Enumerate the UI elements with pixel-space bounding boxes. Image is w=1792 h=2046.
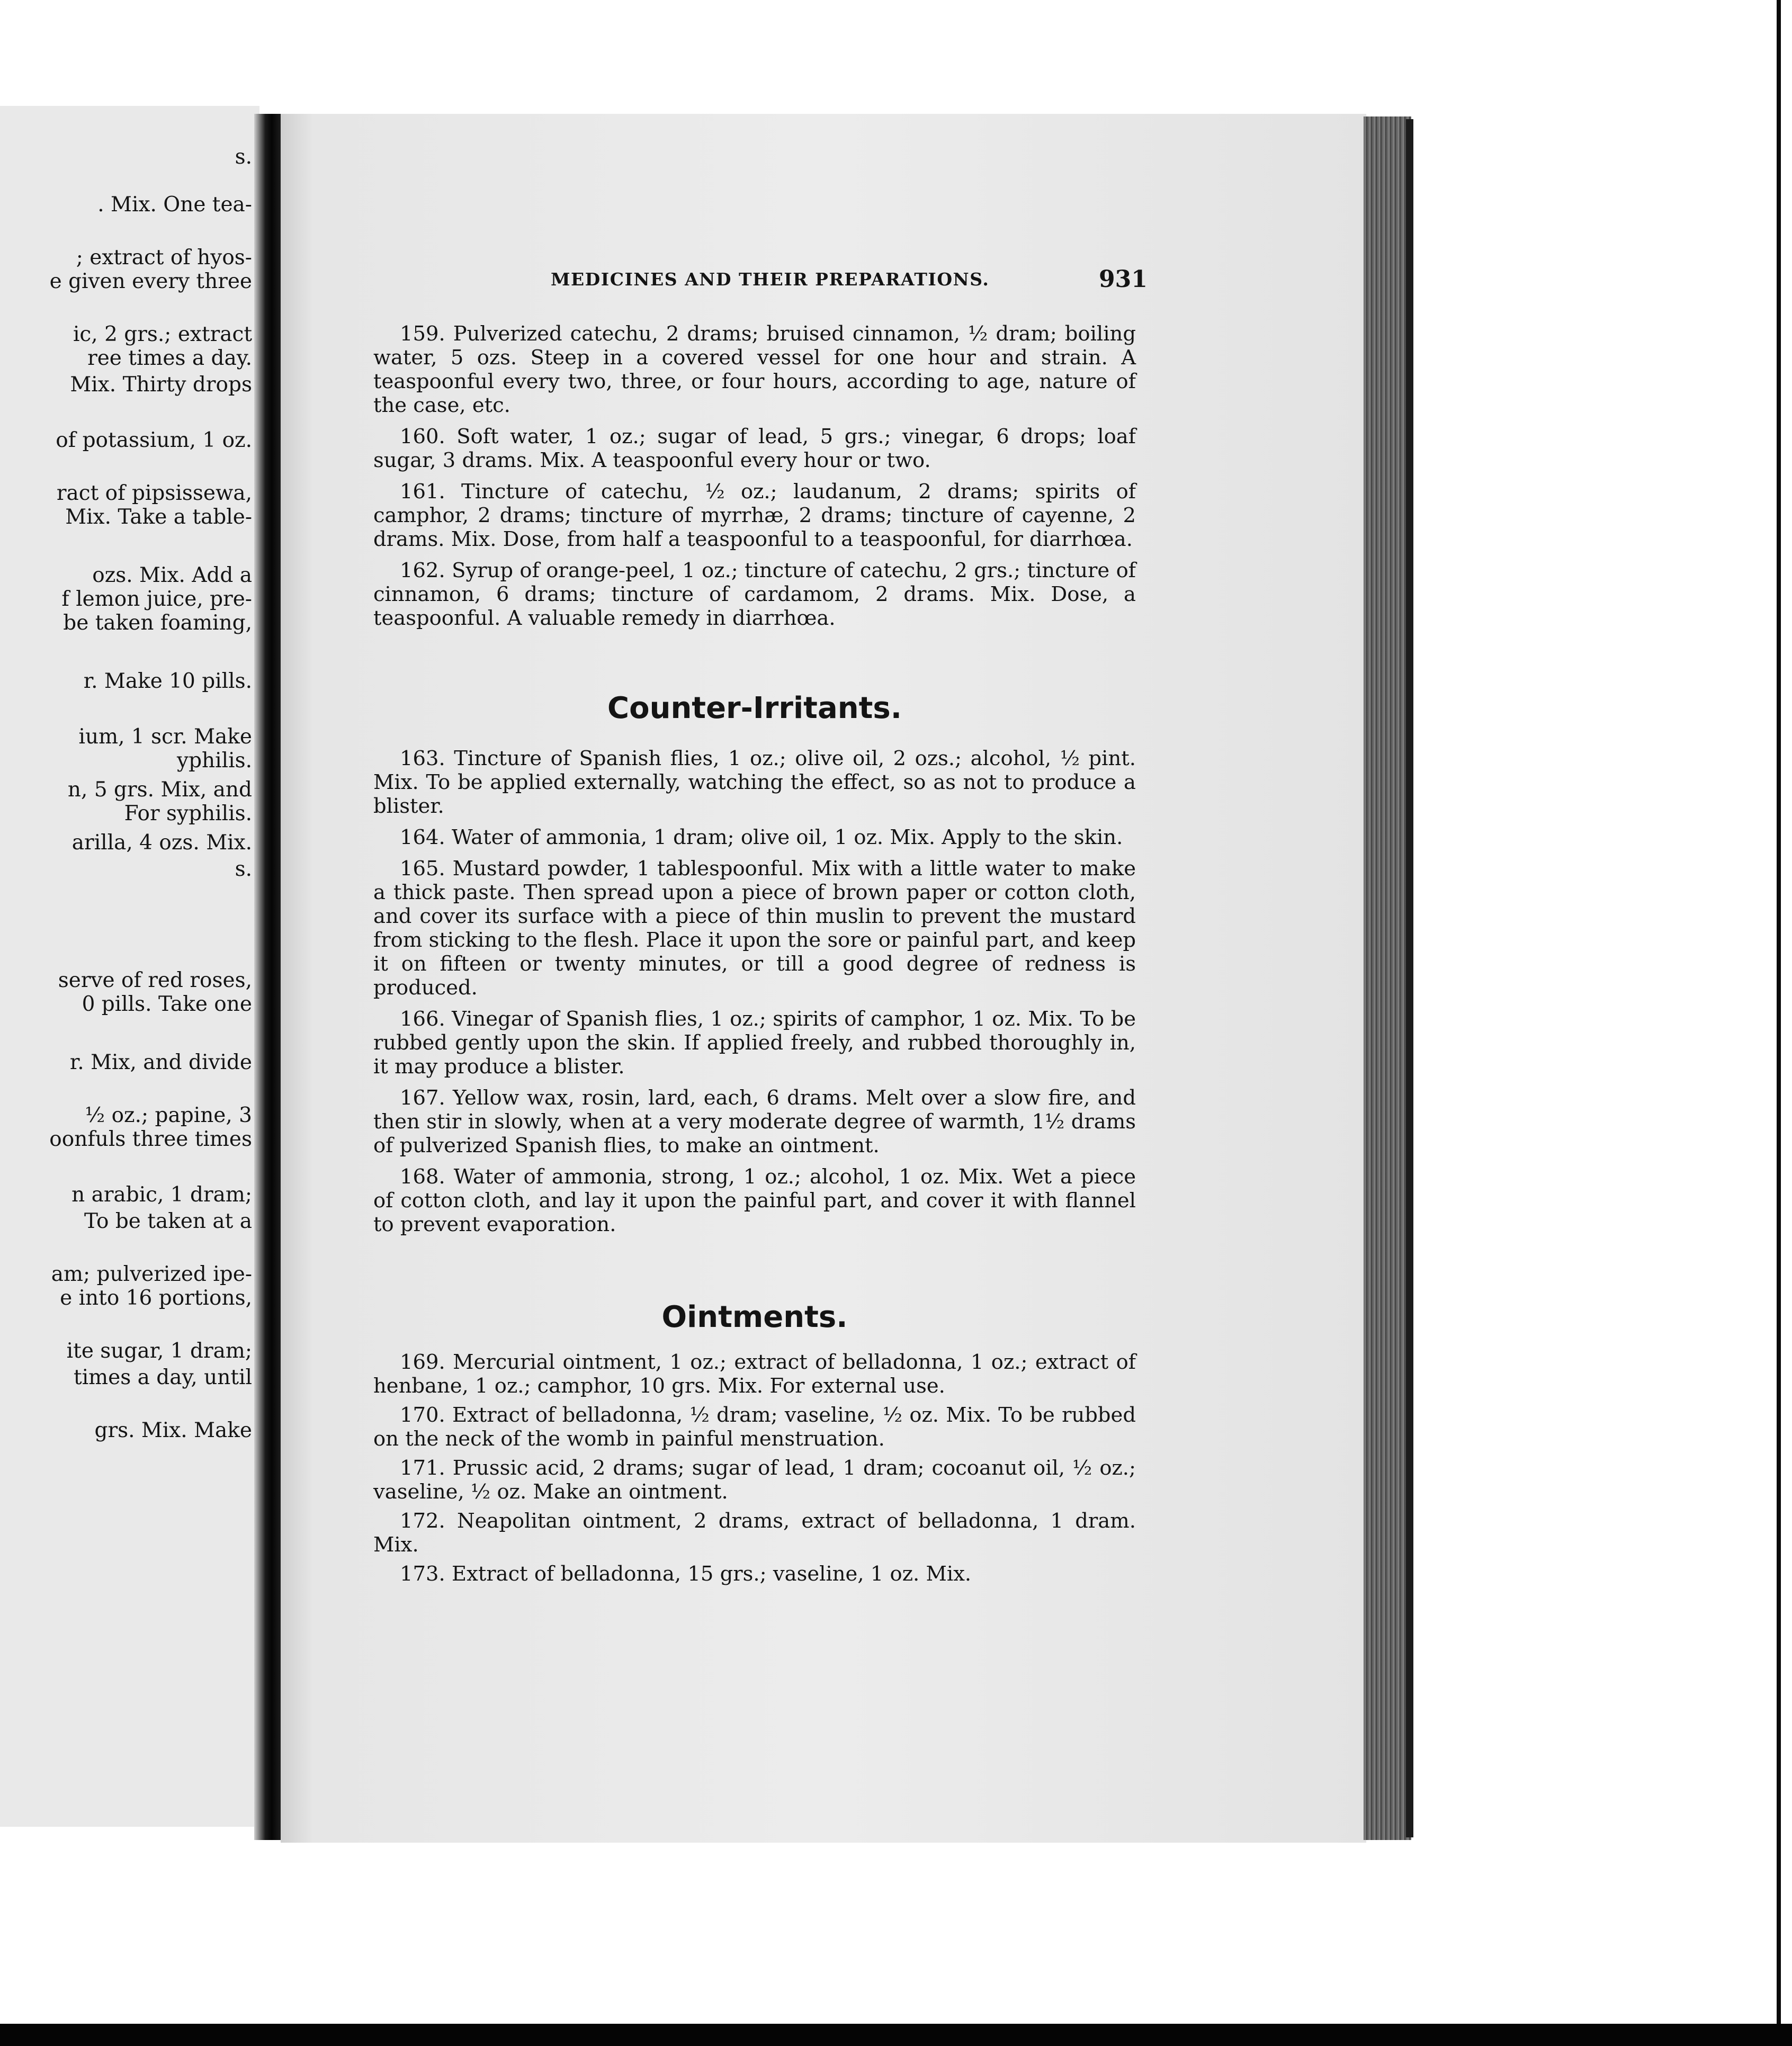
left-page-line: e into 16 portions,	[60, 1286, 252, 1310]
left-page-line: grs. Mix. Make	[94, 1419, 252, 1442]
page-edges	[1364, 116, 1411, 1840]
recipe-167: 167. Yellow wax, rosin, lard, each, 6 drams. Melt over a slow fire, and then stir in slowly, when at a very moderate degree of warmth, 1½ drams of pulverized Spanish flies, to make an ointment.	[373, 1086, 1136, 1157]
recipe-160: 160. Soft water, 1 oz.; sugar of lead, 5 grs.; vinegar, 6 drops; loaf sugar, 3 drams. Mix. A teaspoonful every hour or two.	[373, 425, 1136, 472]
recipes-counter-irritants	[373, 747, 1136, 1236]
left-page-line: . Mix. One tea-	[97, 193, 252, 217]
left-page-line: yphilis.	[177, 749, 252, 773]
recipes-top	[373, 322, 1136, 630]
left-page-line: ic, 2 grs.; extract	[73, 322, 252, 346]
left-page	[0, 106, 259, 1827]
recipe-163: 163. Tincture of Spanish flies, 1 oz.; olive oil, 2 ozs.; alcohol, ½ pint. Mix. To be applied externally, watching the effect, so as not to produce a blister.	[373, 747, 1136, 818]
left-page-line: ract of pipsissewa,	[56, 481, 252, 505]
page-number: 931	[1099, 266, 1148, 293]
left-page-line: be taken foaming,	[63, 611, 252, 635]
left-page-line: ite sugar, 1 dram;	[66, 1339, 252, 1363]
left-page-line: arilla, 4 ozs. Mix.	[71, 831, 252, 855]
recipe-173: 173. Extract of belladonna, 15 grs.; vaseline, 1 oz. Mix.	[400, 1562, 972, 1586]
left-page-line: times a day, until	[74, 1366, 252, 1389]
scan-border-bottom	[0, 2024, 1792, 2046]
left-page-line: r. Make 10 pills.	[83, 669, 252, 693]
left-page-line: 0 pills. Take one	[82, 992, 252, 1016]
recipe-165: 165. Mustard powder, 1 tablespoonful. Mix with a little water to make a thick paste. Then spread upon a piece of brown paper or cotton cloth, and cover its surface with a piece of thin muslin to prevent the mustard from sticking to the flesh. Place it upon the sore or painful part, and keep it on fifteen or twenty minutes, or till a good degree of redness is produced.	[373, 857, 1136, 1000]
recipe-170: 170. Extract of belladonna, ½ dram; vaseline, ½ oz. Mix. To be rubbed on the neck of the womb in painful menstruation.	[373, 1403, 1136, 1451]
left-page-line: e given every three	[49, 270, 252, 293]
recipe-168: 168. Water of ammonia, strong, 1 oz.; alcohol, 1 oz. Mix. Wet a piece of cotton cloth, and lay it upon the painful part, and cover it with flannel to prevent evaporation.	[373, 1165, 1136, 1236]
left-page-line: Mix. Thirty drops	[70, 373, 252, 397]
left-page-line: To be taken at a	[84, 1209, 252, 1233]
recipe-164: 164. Water of ammonia, 1 dram; olive oil, 1 oz. Mix. Apply to the skin.	[400, 825, 1123, 849]
heading-ointments: Ointments.	[661, 1300, 848, 1334]
left-page-line: f lemon juice, pre-	[61, 587, 252, 611]
left-page-line: For syphilis.	[124, 802, 252, 825]
left-page-line: ; extract of hyos-	[76, 246, 252, 270]
left-page-line: ozs. Mix. Add a	[92, 563, 252, 587]
heading-counter-irritants: Counter-Irritants.	[607, 691, 902, 725]
recipe-159: 159. Pulverized catechu, 2 drams; bruised cinnamon, ½ dram; boiling water, 5 ozs. Steep in a covered vessel for one hour and strain. A teaspoonful every two, three, or four hours, according to age, nature of the case, etc.	[373, 322, 1136, 417]
left-page-line: s.	[235, 857, 252, 881]
left-page-line: serve of red roses,	[58, 968, 252, 992]
left-page-line: of potassium, 1 oz.	[56, 428, 252, 452]
left-page-line: ½ oz.; papine, 3	[85, 1103, 252, 1127]
recipe-172: 172. Neapolitan ointment, 2 drams, extract of belladonna, 1 dram. Mix.	[373, 1509, 1136, 1557]
left-page-line: ium, 1 scr. Make	[78, 725, 252, 749]
recipe-166: 166. Vinegar of Spanish flies, 1 oz.; spirits of camphor, 1 oz. Mix. To be rubbed gently upon the skin. If applied freely, and rubbed thoroughly in, it may produce a blister.	[373, 1007, 1136, 1079]
left-page-line: Mix. Take a table-	[65, 505, 252, 529]
left-page-line: am; pulverized ipe-	[51, 1262, 252, 1286]
left-page-line: n arabic, 1 dram;	[71, 1183, 252, 1207]
left-page-line: r. Mix, and divide	[69, 1051, 252, 1074]
left-page-line: n, 5 grs. Mix, and	[67, 778, 252, 802]
recipe-161: 161. Tincture of catechu, ½ oz.; laudanum, 2 drams; spirits of camphor, 2 drams; tincture of myrrhæ, 2 drams; tincture of cayenne, 2 drams. Mix. Dose, from half a teaspoonful to a teaspoonful, for diarrhœa.	[373, 480, 1136, 551]
left-page-line: ree times a day.	[87, 346, 252, 370]
recipe-169: 169. Mercurial ointment, 1 oz.; extract of belladonna, 1 oz.; extract of henbane, 1 oz.; camphor, 10 grs. Mix. For external use.	[373, 1350, 1136, 1398]
recipe-171: 171. Prussic acid, 2 drams; sugar of lead, 1 dram; cocoanut oil, ½ oz.; vaseline, ½ oz. Make an ointment.	[373, 1456, 1136, 1504]
running-head: MEDICINES AND THEIR PREPARATIONS.	[551, 269, 990, 290]
left-page-line: oonfuls three times	[49, 1127, 252, 1151]
left-page-line: s.	[235, 145, 252, 169]
scan-border-right	[1777, 0, 1781, 2024]
recipes-ointments	[373, 1350, 1136, 1586]
recipe-162: 162. Syrup of orange-peel, 1 oz.; tincture of catechu, 2 grs.; tincture of cinnamon, 6 drams; tincture of cardamom, 2 drams. Mix. Dose, a teaspoonful. A valuable remedy in diarrhœa.	[373, 559, 1136, 630]
page-edge-shadow	[1406, 119, 1413, 1837]
